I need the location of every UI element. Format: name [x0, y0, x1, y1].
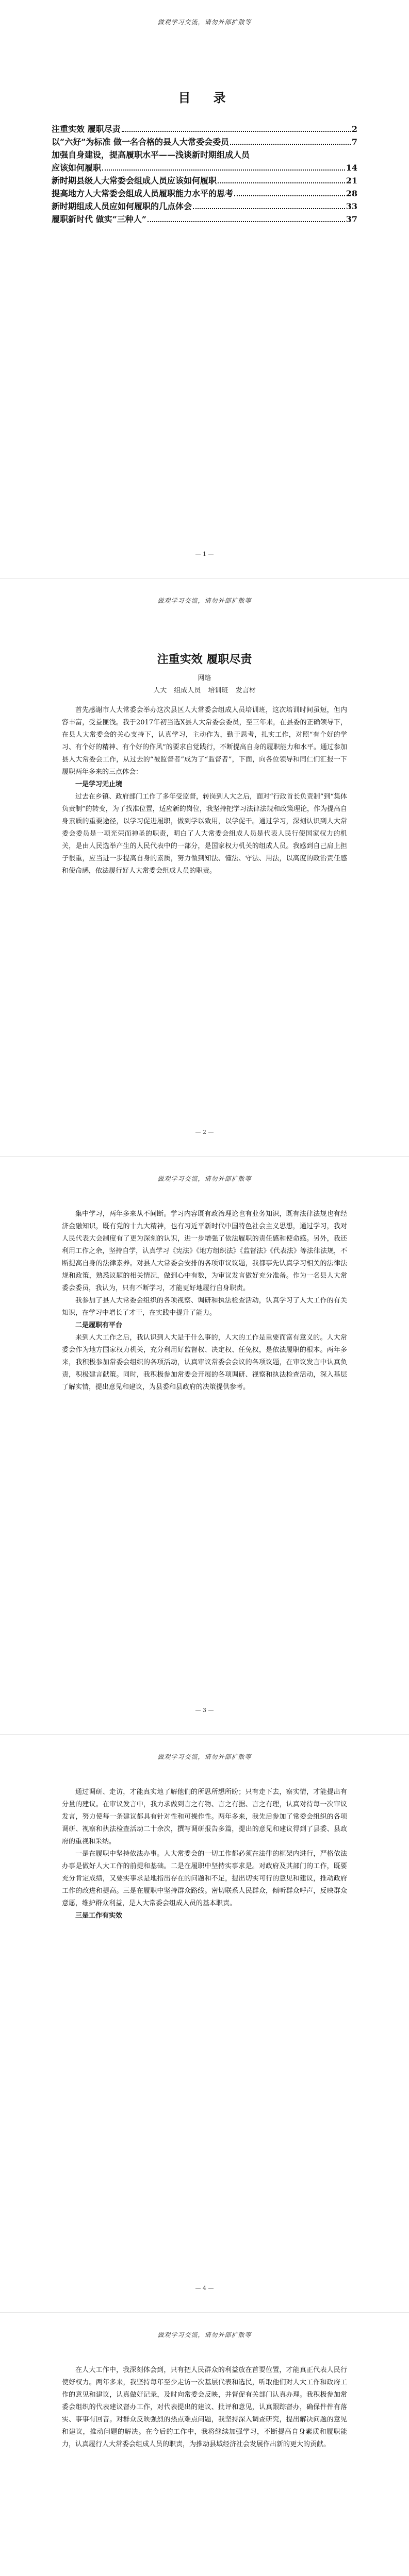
toc-entry-title: 加强自身建设，提高履职水平——浅谈新时期组成人员: [52, 150, 250, 160]
paragraph: 一是在履职中坚持依法办事。人大常委会的一切工作都必须在法律的框架内进行，严格依法办事是做好人大工作的前提和基础。二是在履职中坚持实事求是。对政府及其部门的工作，既要充分肯定成绩，又要实事求是地指出存在的问题和不足，提出切实可行的意见和建议，推动政府工作的改进和提高。三是在履职中坚持群众路线。密切联系人民群众，倾听群众呼声，反映群众意愿，维护群众利益，是人大常委会组成人员的基本职责。: [62, 1850, 347, 1907]
toc-dot-leader: [122, 131, 351, 132]
toc-entry-title: 应该如何履职: [52, 163, 102, 173]
toc-entry-title: 以“六好”为标准 做一名合格的县人大常委会委员: [52, 137, 229, 147]
toc-entry-page: 2: [351, 124, 357, 134]
article-body: [62, 2364, 347, 2451]
page-number: — 1 —: [195, 551, 214, 557]
article-page-5: [0, 2312, 409, 2576]
toc-entry[interactable]: [52, 135, 357, 148]
toc-entry[interactable]: [52, 200, 357, 213]
running-header: 做观学习交流，请勿外部扩散等: [157, 1175, 252, 1182]
paragraph: 在人大工作中，我深刻体会到，只有把人民群众的利益放在首要位置，才能真正代表人民行使好权力。两年多来，我坚持每年至少走访一次基层代表和选民，听取他们对人大工作和政府工作的意见和建议，认真做好记录，及时向常委会反映，并督促有关部门认真办理。我积极参加常委会组织的代表建议督办工作，对代表提出的建议、批评和意见，认真跟踪督办，确保件件有落实、事事有回音。对群众反映强烈的热点难点问题，我坚持深入调查研究，提出解决问题的意见和建议，推动问题的解决。在今后的工作中，我将继续加强学习，不断提高自身素质和履职能力，认真履行人大常委会组成人员的职责，为推动县域经济社会发展作出新的更大的贡献。: [62, 2366, 347, 2448]
running-header: 做观学习交流，请勿外部扩散等: [157, 1753, 252, 1760]
toc-entry[interactable]: [52, 174, 357, 187]
section-heading: 一是学习无止境: [75, 781, 123, 788]
toc-dot-leader: [230, 144, 351, 145]
article-page-3: [0, 1156, 409, 1734]
page-number: — 3 —: [195, 1707, 214, 1714]
toc-entry-page: 37: [346, 214, 357, 224]
toc-entry-page: 21: [346, 176, 357, 185]
paragraph: 我参加了县人大常委会组织的各项视察、调研和执法检查活动，认真学习了人大工作的有关知识，在学习中增长了才干，在实践中提升了能力。: [62, 1297, 347, 1317]
page-number: — 2 —: [195, 1129, 214, 1136]
toc-title: 目 录: [178, 90, 231, 105]
page-number: — 4 —: [195, 2285, 214, 2292]
toc-page: [0, 0, 409, 578]
article-body: [62, 1786, 347, 1922]
toc-entry-title: 注重实效 履职尽责: [52, 124, 121, 134]
article-body: [62, 1208, 347, 1394]
paragraph: 通过调研、走访，才能真实地了解他们的所思所想所盼；只有走下去，察实情，才能提出有分量的建议。在审议发言中，我力求做到言之有物、言之有据、言之有理，认真对待每一次审议发言，努力使每一条建议都具有针对性和可操作性。两年多来，我先后参加了常委会组织的各项调研、视察和执法检查活动二十余次，撰写调研报告多篇，提出的意见和建议得到了县委、县政府的重视和采纳。: [62, 1788, 347, 1845]
running-header: 做观学习交流，请勿外部扩散等: [157, 2331, 252, 2338]
toc-entry-title: 新时期组成人员应如何履职的几点体会: [52, 201, 192, 211]
toc-list: [52, 123, 357, 226]
paragraph: 过去在乡镇、政府部门工作了多年受监督，转岗到人大之后，面对“行政首长负责制”到“集体负责制”的转变，为了找准位置，适应新的岗位，我坚持把学习法律法规和政策理论，作为提高自身素质的重要途径，以学习促进履职，做到学以致用，以学促干。通过学习，深刻认识到人大常委会委员是一项光荣而神圣的职责，明白了人大常委会组成人员是代表人民行使国家权力的机关，是由人民选举产生的人民代表中的一部分，是国家权力机关的组成人员。我感到自己肩上担子很重，应当进一步提高自身的素质，努力做到知法、懂法、守法、用法，以高度的政治责任感和使命感，依法履行好人大常委会组成人员的职责。: [62, 793, 347, 875]
toc-entry-page: 14: [346, 163, 357, 173]
toc-entry[interactable]: [52, 213, 357, 226]
running-header: 做观学习交流，请勿外部扩散等: [157, 19, 252, 26]
toc-entry[interactable]: [52, 148, 357, 161]
toc-entry[interactable]: [52, 187, 357, 200]
article-title: 注重实效 履职尽责: [157, 653, 252, 666]
toc-entry-page: 28: [346, 189, 357, 198]
running-header: 做观学习交流，请勿外部扩散等: [157, 597, 252, 604]
article-source: 网络: [198, 674, 211, 682]
paragraph: 来到人大工作之后，我认识到人大是干什么事的，人大的工作是重要而富有意义的。人大常委会作为地方国家权力机关，充分利用好监督权、决定权、任免权，是依法履职的根本。两年多来，我积极参加常委会组织的各项活动，认真审议常委会会议的各项议题，在审议发言中认真负责，积极建言献策。同时，我积极参加常委会开展的各项调研、视察和执法检查活动，深入基层了解实情，提出意见和建议，为县委和县政府的决策提供参考。: [62, 1334, 347, 1391]
toc-dot-leader: [218, 182, 345, 183]
toc-dot-leader: [234, 195, 345, 196]
section-heading: 三是工作有实效: [75, 1912, 123, 1920]
article-byline: 人大 组成人员 培训班 发言材: [153, 687, 256, 694]
section-heading: 二是履职有平台: [75, 1321, 123, 1329]
toc-entry-title: 提高地方人大常委会组成人员履职能力水平的思考: [52, 189, 234, 198]
toc-entry-title: 新时期县级人大常委会组成人员应该如何履职: [52, 176, 217, 185]
toc-entry-page: 7: [351, 137, 357, 147]
toc-dot-leader: [193, 208, 345, 209]
article-body: [62, 704, 347, 877]
toc-dot-leader: [102, 170, 345, 171]
paragraph: 集中学习，两年多来从不间断。学习内容既有政治理论也有业务知识，既有法律法规也有经济金融知识，既有党的十九大精神，也有习近平新时代中国特色社会主义思想，通过学习，我对人民代表大会制度有了更为深刻的认识，进一步增强了依法履职的责任感和使命感。另外，我还利用工作之余，坚持自学，认真学习《宪法》《地方组织法》《监督法》《代表法》等法律法规，不断提高自身的法律素养。对县人大常委会安排的各项审议议题，我都事先认真学习相关的法律法规和政策，熟悉议题的相关情况，做到心中有数，为审议发言做好充分准备。作为一名县人大常委会委员，我认为，只有不断学习，才能更好地履行自身职责。: [62, 1210, 347, 1292]
toc-entry[interactable]: [52, 161, 357, 174]
toc-dot-leader: [148, 221, 345, 222]
article-page-2: [0, 578, 409, 1156]
toc-entry-title: 履职新时代 做实“三种人”: [52, 214, 146, 224]
paragraph: 首先感谢市人大常委会举办这次县区人大常委会组成人员培训班，这次培训时间虽短，但内容丰富，受益匪浅。我于2017年初当选X县人大常委会委员，至三年来，在县委的正确领导下，在县人大常委会的关心支持下，认真学习，主动作为，勤于思考，扎实工作，对照“有个好的学习、有个好的精神、有个好的作风”的要求自觉践行，不断提高自身的履职能力和水平。通过参加县人大常委会工作，从过去的“被监督者”成为了“监督者”，下面，向各位领导和同仁们汇报一下履职两年多来的三点体会：: [62, 706, 347, 776]
toc-entry[interactable]: [52, 123, 357, 135]
toc-entry-page: 33: [346, 201, 357, 211]
article-page-4: [0, 1734, 409, 2312]
